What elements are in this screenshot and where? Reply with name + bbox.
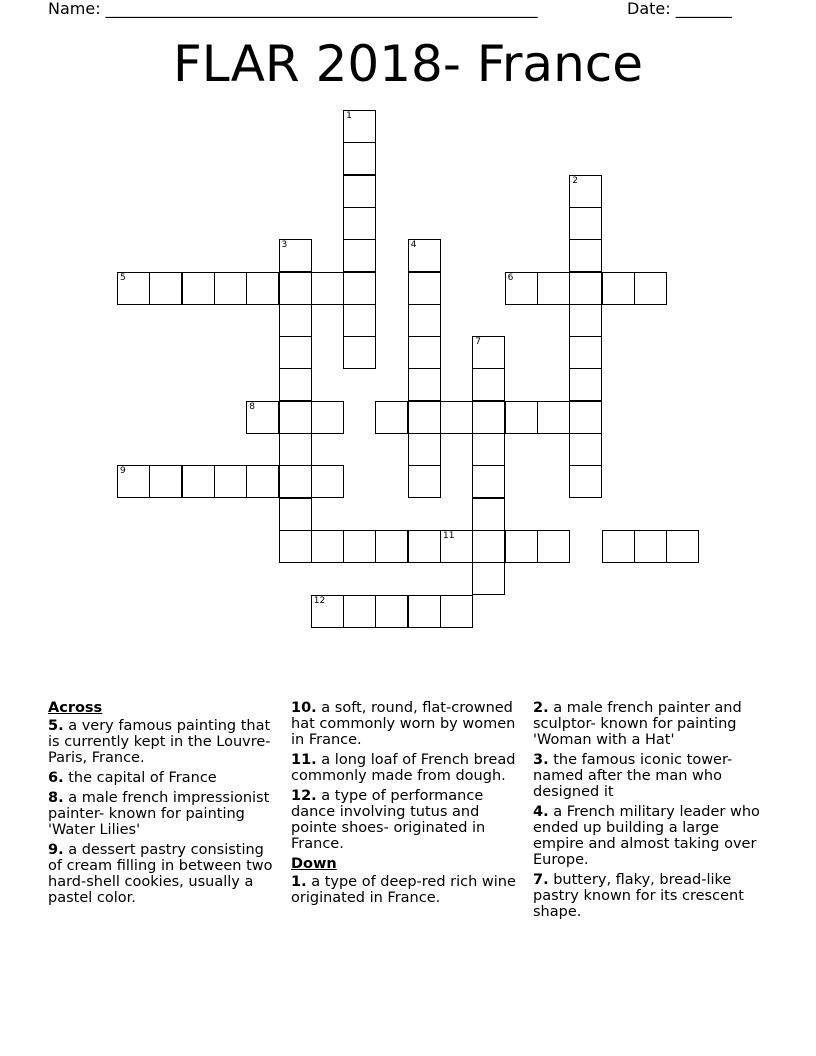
grid-cell[interactable] xyxy=(440,401,473,434)
clue-down-1: 1. a type of deep-red rich wine originated in France. xyxy=(291,874,516,906)
grid-cell[interactable] xyxy=(569,175,602,208)
grid-cell[interactable] xyxy=(408,465,441,498)
grid-cell[interactable] xyxy=(117,465,150,498)
clue-number: 2 xyxy=(572,175,578,186)
grid-cell[interactable] xyxy=(569,239,602,272)
grid-cell[interactable] xyxy=(537,530,570,563)
grid-cell[interactable] xyxy=(311,530,344,563)
clue-number: 11 xyxy=(443,530,455,541)
grid-cell[interactable] xyxy=(246,465,279,498)
grid-cell[interactable] xyxy=(343,304,376,337)
across-heading: Across xyxy=(48,700,103,716)
grid-cell[interactable] xyxy=(472,401,505,434)
grid-cell[interactable] xyxy=(343,239,376,272)
grid-cell[interactable] xyxy=(634,530,667,563)
clue-number: 4 xyxy=(410,240,417,251)
grid-cell[interactable] xyxy=(279,368,312,401)
grid-cell[interactable] xyxy=(279,336,312,369)
grid-cell[interactable] xyxy=(117,272,150,305)
clue-number: 6 xyxy=(507,272,514,283)
grid-cell[interactable] xyxy=(375,595,408,628)
down-heading: Down xyxy=(291,856,337,872)
grid-cell[interactable] xyxy=(279,272,312,305)
grid-cell[interactable] xyxy=(311,595,344,628)
grid-cell[interactable] xyxy=(569,368,602,401)
grid-cell[interactable] xyxy=(537,401,570,434)
grid-cell[interactable] xyxy=(408,433,441,466)
clue-number: 12 xyxy=(313,595,326,606)
name-field-label: Name: ______________________________________________________ xyxy=(48,0,538,18)
clue-down-3: 3. the famous iconic tower- named after the man who designed it xyxy=(533,752,733,800)
grid-cell[interactable] xyxy=(440,595,473,628)
grid-cell[interactable] xyxy=(569,304,602,337)
grid-cell[interactable] xyxy=(343,336,376,369)
grid-cell[interactable] xyxy=(279,239,312,272)
grid-cell[interactable] xyxy=(182,465,215,498)
grid-cell[interactable] xyxy=(408,304,441,337)
grid-cell[interactable] xyxy=(182,272,215,305)
grid-cell[interactable] xyxy=(311,272,344,305)
grid-cell[interactable] xyxy=(472,368,505,401)
grid-cell[interactable] xyxy=(343,110,376,143)
grid-cell[interactable] xyxy=(311,401,344,434)
grid-cell[interactable] xyxy=(408,401,441,434)
clues-column-1 xyxy=(48,700,280,910)
clues-column-3 xyxy=(533,700,769,924)
grid-cell[interactable] xyxy=(569,207,602,240)
grid-cell[interactable] xyxy=(246,272,279,305)
clue-down-7: 7. buttery, flaky, bread-like pastry known for its crescent shape. xyxy=(533,872,744,920)
clue-number: 7 xyxy=(475,337,482,348)
grid-cell[interactable] xyxy=(343,272,376,305)
grid-cell[interactable] xyxy=(343,530,376,563)
grid-cell[interactable] xyxy=(343,142,376,175)
grid-cell[interactable] xyxy=(602,272,635,305)
grid-cell[interactable] xyxy=(505,530,538,563)
grid-cell[interactable] xyxy=(375,530,408,563)
grid-cell[interactable] xyxy=(569,336,602,369)
clue-across-12: 12. a type of performance dance involving tutus and pointe shoes- originated in France. xyxy=(291,788,486,852)
grid-cell[interactable] xyxy=(279,433,312,466)
grid-cell[interactable] xyxy=(214,272,247,305)
clue-across-5: 5. a very famous painting that is currently kept in the Louvre- Paris, France. xyxy=(48,718,271,766)
clue-across-10: 10. a soft, round, flat-crowned hat commonly worn by women in France. xyxy=(291,700,516,748)
grid-cell[interactable] xyxy=(472,336,505,369)
clue-number: 3 xyxy=(281,240,288,251)
date-field-label: Date: _______ xyxy=(627,0,732,18)
grid-cell[interactable] xyxy=(440,530,473,563)
page-title: FLAR 2018- France xyxy=(172,35,644,93)
clue-across-11: 11. a long loaf of French bread commonly made from dough. xyxy=(291,752,516,784)
clue-number: 9 xyxy=(120,466,126,477)
grid-cell[interactable] xyxy=(537,272,570,305)
grid-cell[interactable] xyxy=(279,530,312,563)
clue-number: 1 xyxy=(346,111,352,121)
grid-cell[interactable] xyxy=(505,401,538,434)
grid-cell[interactable] xyxy=(343,207,376,240)
grid-cell[interactable] xyxy=(569,272,602,305)
grid-cell[interactable] xyxy=(408,530,441,563)
grid-cell[interactable] xyxy=(149,465,182,498)
grid-cell[interactable] xyxy=(408,368,441,401)
clue-down-4: 4. a French military leader who ended up building a large empire and almost taking over Europe. xyxy=(533,804,760,868)
grid-cell[interactable] xyxy=(408,336,441,369)
grid-cell[interactable] xyxy=(569,465,602,498)
grid-cell[interactable] xyxy=(472,465,505,498)
grid-cell[interactable] xyxy=(569,401,602,434)
grid-cell[interactable] xyxy=(343,595,376,628)
grid-cell[interactable] xyxy=(279,304,312,337)
grid-cell[interactable] xyxy=(279,401,312,434)
grid-cell[interactable] xyxy=(505,272,538,305)
grid-cell[interactable] xyxy=(375,401,408,434)
grid-cell[interactable] xyxy=(279,465,312,498)
clue-across-6: 6. the capital of France xyxy=(48,770,217,786)
grid-cell[interactable] xyxy=(214,465,247,498)
clue-across-9: 9. a dessert pastry consisting of cream filling in between two hard-shell cookies, usually a pastel color. xyxy=(48,842,273,906)
clue-number: 8 xyxy=(249,401,255,412)
grid-cell[interactable] xyxy=(149,272,182,305)
grid-cell[interactable] xyxy=(343,175,376,208)
grid-cell[interactable] xyxy=(602,530,635,563)
grid-cell[interactable] xyxy=(279,498,312,531)
clue-across-8: 8. a male french impressionist painter- known for painting 'Water Lilies' xyxy=(48,790,270,838)
grid-cell[interactable] xyxy=(408,272,441,305)
clues-column-2 xyxy=(291,700,525,910)
grid-cell[interactable] xyxy=(569,433,602,466)
grid-cell[interactable] xyxy=(246,401,279,434)
grid-cell[interactable] xyxy=(472,562,505,595)
clue-number: 5 xyxy=(120,272,126,283)
grid-cell[interactable] xyxy=(311,465,344,498)
grid-cell[interactable] xyxy=(408,595,441,628)
clue-down-2: 2. a male french painter and sculptor- known for painting 'Woman with a Hat' xyxy=(533,700,742,748)
grid-cell[interactable] xyxy=(408,239,441,272)
grid-cell[interactable] xyxy=(472,530,505,563)
grid-cell[interactable] xyxy=(472,498,505,531)
grid-cell[interactable] xyxy=(634,272,667,305)
grid-cell[interactable] xyxy=(666,530,699,563)
grid-cell[interactable] xyxy=(472,433,505,466)
